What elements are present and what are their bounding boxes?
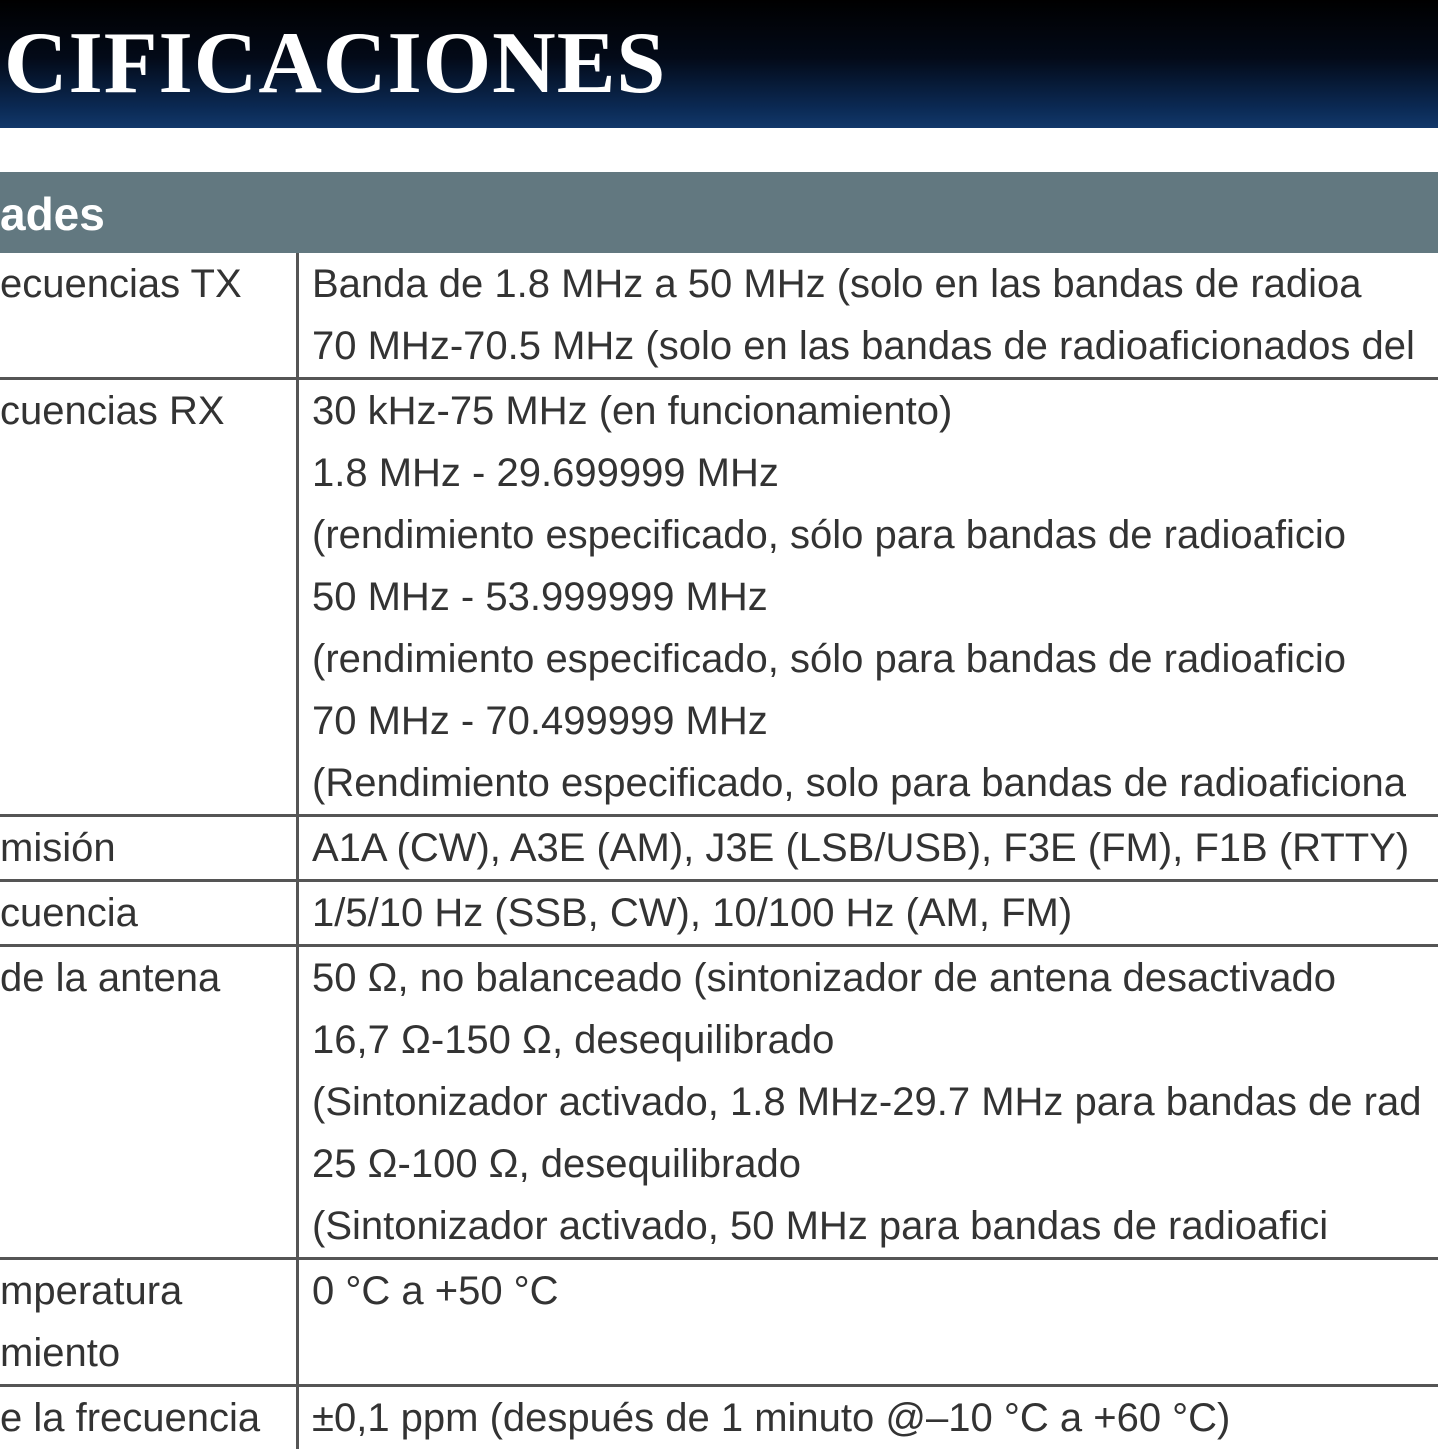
spec-value-line: 25 Ω-100 Ω, desequilibrado (312, 1142, 802, 1186)
spec-value (312, 253, 1438, 377)
spec-value (312, 882, 1438, 944)
page-title: CIFICACIONES (4, 15, 667, 112)
spec-label-line: de la antena (0, 956, 221, 1000)
spec-label (0, 947, 299, 1257)
spec-value-line: (Rendimiento especificado, solo para bandas de radioaficiona (312, 761, 1407, 805)
spec-label (0, 380, 299, 814)
spec-label-line: miento (0, 1331, 121, 1375)
spec-value (312, 1260, 1438, 1384)
spec-label-line: e la frecuencia (0, 1396, 261, 1440)
spec-label-line: misión (0, 826, 116, 870)
spec-value-line: Banda de 1.8 MHz a 50 MHz (solo en las bandas de radioa (312, 262, 1362, 306)
table-row (0, 882, 1438, 947)
spec-label (0, 817, 299, 879)
table-row (0, 1387, 1438, 1449)
spec-label-line: cuencia (0, 891, 138, 935)
spec-value-line: 0 °C a +50 °C (312, 1269, 559, 1313)
spec-value-line: 16,7 Ω-150 Ω, desequilibrado (312, 1018, 835, 1062)
spec-value (312, 1387, 1438, 1449)
spec-value-line: 50 MHz - 53.999999 MHz (312, 575, 768, 619)
spec-label (0, 1387, 299, 1449)
spec-value-line: 1/5/10 Hz (SSB, CW), 10/100 Hz (AM, FM) (312, 891, 1073, 935)
section-header (0, 172, 1438, 253)
spec-value-line: (rendimiento especificado, sólo para bandas de radioaficio (312, 513, 1346, 557)
spec-value-line: ±0,1 ppm (después de 1 minuto @–10 °C a +60 °C) (312, 1396, 1231, 1440)
specifications-table (0, 253, 1438, 1449)
spec-value-line: (rendimiento especificado, sólo para bandas de radioaficio (312, 637, 1346, 681)
table-row (0, 1260, 1438, 1387)
spec-value-line: (Sintonizador activado, 50 MHz para bandas de radioafici (312, 1204, 1329, 1248)
spec-value-line: 70 MHz - 70.499999 MHz (312, 699, 768, 743)
spec-value-line (312, 1322, 1438, 1384)
section-title: ades (0, 188, 105, 240)
spec-value (312, 947, 1438, 1257)
spec-label-line: cuencias RX (0, 389, 225, 433)
spec-label (0, 882, 299, 944)
spec-value (312, 380, 1438, 814)
spec-value-line: A1A (CW), A3E (AM), J3E (LSB/USB), F3E (FM), F1B (RTTY) (312, 826, 1410, 870)
spec-value-line: 50 Ω, no balanceado (sintonizador de antena desactivado (312, 956, 1336, 1000)
spec-value-line: 30 kHz-75 MHz (en funcionamiento) (312, 389, 953, 433)
spec-value-line: (Sintonizador activado, 1.8 MHz-29.7 MHz para bandas de rad (312, 1080, 1422, 1124)
page-header (0, 0, 1438, 128)
spec-label-line: mperatura (0, 1269, 183, 1313)
spec-label (0, 253, 299, 377)
spec-label (0, 1260, 299, 1384)
spec-value-line: 70 MHz-70.5 MHz (solo en las bandas de radioaficionados del (312, 324, 1415, 368)
table-row (0, 817, 1438, 882)
spec-label-line: ecuencias TX (0, 262, 242, 306)
spec-value (312, 817, 1438, 879)
spec-value-line: 1.8 MHz - 29.699999 MHz (312, 451, 779, 495)
table-row (0, 947, 1438, 1260)
table-row (0, 380, 1438, 817)
table-row (0, 253, 1438, 380)
